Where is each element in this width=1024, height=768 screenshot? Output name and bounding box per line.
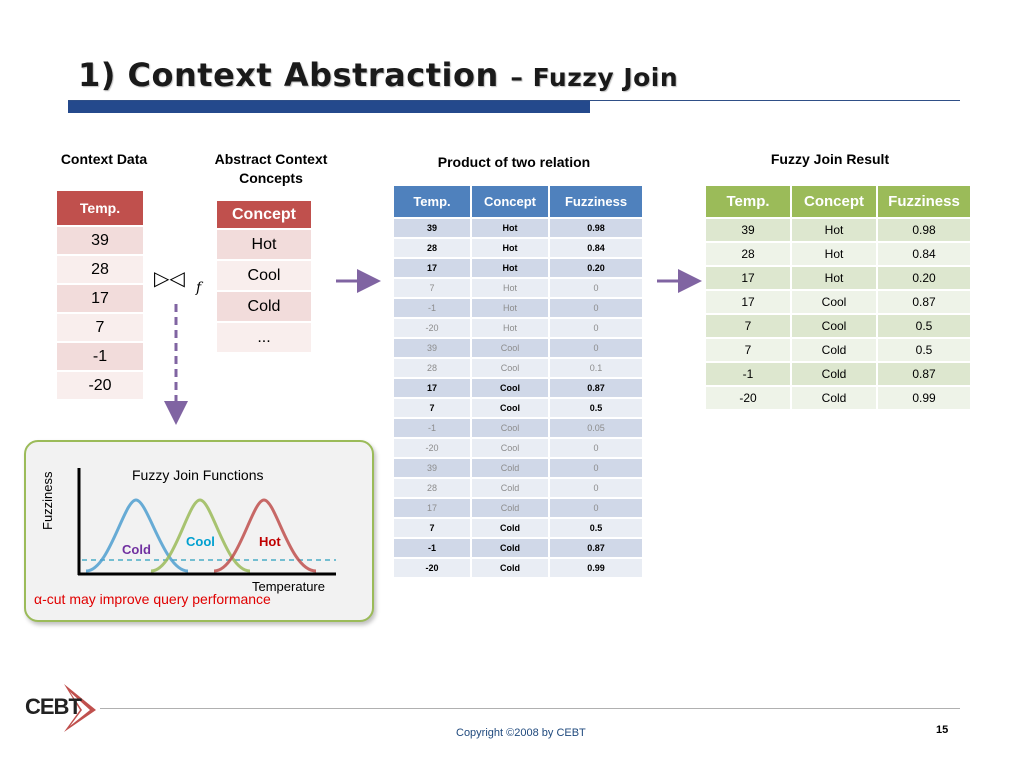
product-cell: 17: [393, 378, 471, 398]
product-cell: Cold: [471, 518, 549, 538]
alpha-cut-note: α-cut may improve query performance: [34, 591, 271, 607]
table-row: [393, 558, 643, 578]
context-cell: -1: [57, 343, 143, 372]
result-label: Fuzzy Join Result: [770, 151, 890, 167]
table-row: [705, 266, 971, 290]
title-main: 1) Context Abstraction: [78, 56, 499, 94]
context-table-header: Temp.: [57, 191, 143, 227]
copyright: Copyright ©2008 by CEBT: [456, 727, 586, 739]
product-cell: 0.87: [549, 378, 643, 398]
table-row: [393, 218, 643, 238]
product-cell: 39: [393, 458, 471, 478]
product-cell: -20: [393, 558, 471, 578]
result-header-cell: Concept: [791, 185, 877, 218]
product-cell: Cold: [471, 458, 549, 478]
product-cell: 0: [549, 278, 643, 298]
table-row: [393, 358, 643, 378]
page-number: 15: [936, 724, 949, 736]
fuzzy-panel-ylabel: Fuzziness: [40, 471, 55, 530]
table-row: [393, 438, 643, 458]
product-cell: Hot: [471, 258, 549, 278]
cebt-logo-text: CEBT: [25, 694, 81, 719]
context-cell: -20: [57, 372, 143, 401]
concept-cell: Hot: [217, 230, 311, 261]
result-cell: Hot: [791, 266, 877, 290]
fuzzy-panel-xlabel: Temperature: [252, 579, 325, 594]
product-cell: 39: [393, 338, 471, 358]
table-row: [393, 278, 643, 298]
context-cell: 28: [57, 256, 143, 285]
result-cell: Cold: [791, 386, 877, 410]
footer-divider: [100, 708, 960, 709]
product-cell: 0: [549, 458, 643, 478]
product-cell: 0: [549, 438, 643, 458]
result-cell: 0.5: [877, 338, 971, 362]
table-row: [393, 498, 643, 518]
cold-label: Cold: [122, 542, 151, 557]
table-row: [393, 298, 643, 318]
result-cell: 0.87: [877, 362, 971, 386]
product-cell: Cold: [471, 538, 549, 558]
result-cell: Cold: [791, 338, 877, 362]
product-cell: 0: [549, 338, 643, 358]
result-cell: 7: [705, 338, 791, 362]
result-cell: Cool: [791, 314, 877, 338]
hot-label: Hot: [259, 534, 281, 549]
table-row: [393, 318, 643, 338]
product-cell: Cool: [471, 378, 549, 398]
table-row: [705, 314, 971, 338]
context-data-label: Context Data: [60, 151, 148, 167]
result-cell: Hot: [791, 218, 877, 242]
table-row: [705, 338, 971, 362]
concept-cell: Cold: [217, 292, 311, 323]
product-cell: 0.1: [549, 358, 643, 378]
concept-cell: ...: [217, 323, 311, 354]
product-cell: 39: [393, 218, 471, 238]
product-cell: 28: [393, 238, 471, 258]
context-cell: 17: [57, 285, 143, 314]
product-cell: 0: [549, 298, 643, 318]
result-cell: 7: [705, 314, 791, 338]
product-cell: 0.99: [549, 558, 643, 578]
result-cell: 0.5: [877, 314, 971, 338]
result-cell: 0.98: [877, 218, 971, 242]
fuzzy-join-symbol: ▷◁: [154, 266, 185, 290]
product-cell: Cool: [471, 398, 549, 418]
product-cell: 17: [393, 258, 471, 278]
concept-cell: Cool: [217, 261, 311, 292]
product-cell: -20: [393, 318, 471, 338]
product-cell: 0.5: [549, 398, 643, 418]
product-cell: 0.5: [549, 518, 643, 538]
table-row: [393, 238, 643, 258]
product-header-cell: Temp.: [393, 185, 471, 218]
product-cell: Cold: [471, 478, 549, 498]
product-cell: 0.87: [549, 538, 643, 558]
product-cell: 28: [393, 478, 471, 498]
product-cell: Hot: [471, 318, 549, 338]
table-row: [393, 478, 643, 498]
result-cell: Hot: [791, 242, 877, 266]
product-cell: -1: [393, 538, 471, 558]
table-row: [705, 290, 971, 314]
table-row: [393, 458, 643, 478]
product-cell: 7: [393, 398, 471, 418]
result-cell: 28: [705, 242, 791, 266]
title-sub: – Fuzzy Join: [510, 63, 679, 92]
product-cell: 0.20: [549, 258, 643, 278]
result-cell: 39: [705, 218, 791, 242]
result-cell: -20: [705, 386, 791, 410]
context-cell: 7: [57, 314, 143, 343]
result-cell: -1: [705, 362, 791, 386]
abstract-concepts-line1: Abstract Context: [214, 151, 328, 167]
product-cell: Cool: [471, 438, 549, 458]
cool-label: Cool: [186, 534, 215, 549]
product-cell: Hot: [471, 218, 549, 238]
product-cell: 7: [393, 518, 471, 538]
table-row: [393, 258, 643, 278]
result-cell: 0.99: [877, 386, 971, 410]
product-label: Product of two relation: [437, 154, 591, 170]
result-table: [704, 184, 972, 411]
table-row: [393, 398, 643, 418]
product-cell: 0.84: [549, 238, 643, 258]
result-header-cell: Fuzziness: [877, 185, 971, 218]
product-cell: Cold: [471, 558, 549, 578]
result-cell: 0.20: [877, 266, 971, 290]
product-cell: Hot: [471, 278, 549, 298]
table-row: [705, 386, 971, 410]
product-table: [392, 184, 644, 579]
product-cell: -1: [393, 418, 471, 438]
table-row: [705, 218, 971, 242]
product-cell: 0.05: [549, 418, 643, 438]
product-cell: 17: [393, 498, 471, 518]
product-cell: 7: [393, 278, 471, 298]
product-cell: 0: [549, 478, 643, 498]
product-cell: 28: [393, 358, 471, 378]
concept-table-header: Concept: [217, 201, 311, 230]
result-cell: 0.84: [877, 242, 971, 266]
product-cell: 0: [549, 498, 643, 518]
abstract-concepts-line2: Concepts: [239, 170, 303, 186]
result-header-cell: Temp.: [705, 185, 791, 218]
product-cell: Cold: [471, 498, 549, 518]
result-cell: 17: [705, 266, 791, 290]
table-row: [393, 538, 643, 558]
result-cell: Cold: [791, 362, 877, 386]
table-row: [705, 362, 971, 386]
product-cell: 0.98: [549, 218, 643, 238]
fuzzy-panel-title: Fuzzy Join Functions: [132, 467, 264, 483]
table-row: [705, 242, 971, 266]
table-row: [393, 418, 643, 438]
product-header-cell: Fuzziness: [549, 185, 643, 218]
product-cell: Hot: [471, 238, 549, 258]
product-cell: 0: [549, 318, 643, 338]
fuzzy-join-subscript: f: [196, 280, 202, 296]
product-cell: Cool: [471, 358, 549, 378]
product-cell: -1: [393, 298, 471, 318]
product-cell: Cool: [471, 338, 549, 358]
table-row: [393, 378, 643, 398]
result-cell: 0.87: [877, 290, 971, 314]
result-cell: Cool: [791, 290, 877, 314]
product-header-cell: Concept: [471, 185, 549, 218]
product-cell: Cool: [471, 418, 549, 438]
table-row: [393, 338, 643, 358]
table-row: [393, 518, 643, 538]
product-cell: -20: [393, 438, 471, 458]
context-cell: 39: [57, 227, 143, 256]
result-cell: 17: [705, 290, 791, 314]
product-cell: Hot: [471, 298, 549, 318]
